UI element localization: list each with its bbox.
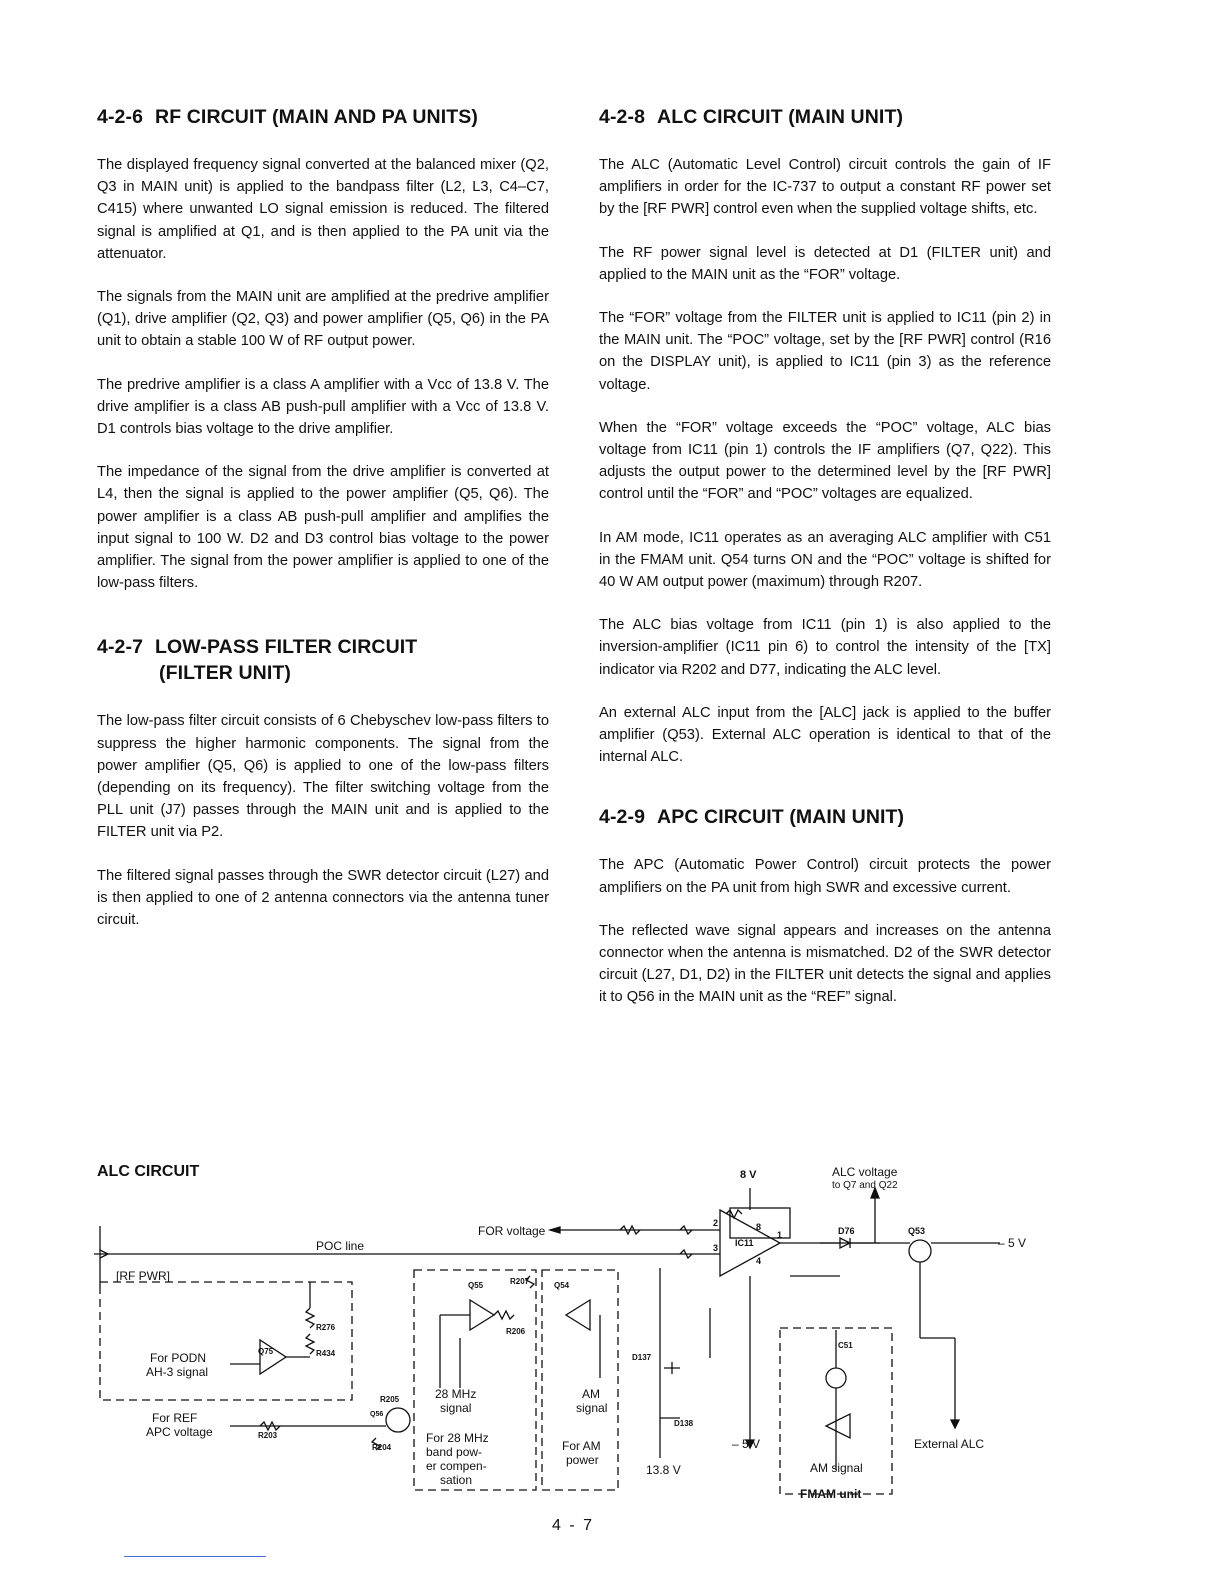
podn-dash-box — [100, 1282, 352, 1400]
label-d138: D138 — [674, 1419, 694, 1428]
label-comp-3: er compen- — [426, 1459, 487, 1473]
label-pin8: 8 — [756, 1222, 762, 1232]
paragraph: The “FOR” voltage from the FILTER unit is applied to IC11 (pin 2) in the MAIN unit. The “POC” voltage, set by the [RF PWR] control (R16 on the DISPLAY unit), is applied to IC11 (pin 3) as the reference voltage. — [599, 310, 1051, 393]
label-am-2: signal — [576, 1401, 608, 1415]
section-heading-4-2-8 — [599, 104, 1051, 130]
page-number: 4 - 7 — [552, 1517, 595, 1534]
q54-symbol — [566, 1300, 590, 1330]
right-column — [599, 104, 1051, 1009]
section-number: 4-2-8 — [599, 106, 646, 128]
label-q54: Q54 — [554, 1281, 570, 1290]
label-8v: 8 V — [740, 1169, 757, 1181]
label-alc-voltage-1: ALC voltage — [832, 1165, 898, 1179]
label-r205: R205 — [380, 1395, 400, 1404]
paragraph: The signals from the MAIN unit are amplified at the predrive amplifier (Q1), drive amplifier (Q2, Q3) and power amplifier (Q5, Q6) in the PA unit to obtain a stable 100 W of RF output power. — [97, 289, 549, 350]
label-pin3: 3 — [713, 1243, 719, 1253]
q55-symbol — [470, 1300, 494, 1330]
label-28mhz-2: signal — [440, 1401, 472, 1415]
paragraph: The filtered signal passes through the SWR detector circuit (L27) and is then applied to one of 2 antenna connectors via the antenna tuner circuit. — [97, 867, 549, 929]
label-comp-4: sation — [440, 1473, 473, 1487]
paragraph: The predrive amplifier is a class A amplifier with a Vcc of 13.8 V. The drive amplifier is a class AB push-pull amplifier with a Vcc of 13.8 V. D1 controls bias voltage to the drive amplifier. — [97, 376, 549, 438]
q53-symbol — [909, 1240, 931, 1262]
section-heading-4-2-7 — [97, 634, 549, 686]
label-r207: R207 — [510, 1277, 530, 1286]
label-ic11: IC11 — [735, 1238, 754, 1248]
section-title: APC CIRCUIT (MAIN UNIT) — [657, 806, 905, 829]
fmam-diode — [826, 1414, 850, 1438]
diagram-title: ALC CIRCUIT — [97, 1163, 200, 1180]
label-for-am-2: power — [566, 1453, 599, 1467]
label-q56: Q56 — [370, 1411, 384, 1418]
label-fmam-unit: FMAM unit — [800, 1487, 862, 1501]
label-for-am-1: For AM — [562, 1439, 601, 1453]
label-d137: D137 — [632, 1353, 652, 1362]
q56-symbol — [386, 1408, 410, 1432]
label-pin1: 1 — [777, 1230, 783, 1240]
r206-resistor — [494, 1311, 514, 1319]
section-title-line1: LOW-PASS FILTER CIRCUIT — [155, 636, 418, 659]
left-column — [97, 104, 549, 931]
label-comp-1: For 28 MHz — [426, 1431, 489, 1445]
section-title: ALC CIRCUIT (MAIN UNIT) — [657, 106, 904, 128]
label-q55: Q55 — [468, 1281, 484, 1290]
label-minus5v-bottom: – 5 V — [732, 1437, 761, 1451]
label-for-podn-1: For PODN — [150, 1351, 207, 1365]
paragraph: An external ALC input from the [ALC] jack is applied to the buffer amplifier (Q53). External ALC operation is identical to that of the internal ALC. — [599, 704, 1051, 766]
section-number: 4-2-6 — [97, 106, 144, 128]
label-am-signal: AM signal — [810, 1461, 863, 1475]
r276-resistor — [306, 1308, 314, 1328]
paragraph: In AM mode, IC11 operates as an averaging ALC amplifier with C51 in the FMAM unit. Q54 turns ON and the “POC” voltage is shifted for 40 W AM output power (maximum) through R207. — [599, 529, 1051, 591]
paragraph: The ALC (Automatic Level Control) circuit controls the gain of IF amplifiers in order for the IC-737 to output a constant RF power set by the [RF PWR] control even when the supplied voltage shifts, etc. — [599, 157, 1051, 218]
label-for-ref-1: For REF — [152, 1411, 198, 1425]
paragraph: When the “FOR” voltage exceeds the “POC” voltage, ALC bias voltage from IC11 (pin 1) controls the IF amplifiers (Q7, Q22). This adjusts the output power to the determined level by the [RF PWR] control until the “FOR” and “POC” voltages are equalized. — [599, 419, 1051, 503]
label-pin4: 4 — [756, 1256, 762, 1266]
label-pin2: 2 — [713, 1218, 719, 1228]
paragraph: The APC (Automatic Power Control) circuit protects the power amplifiers on the PA unit from high SWR and excessive current. — [599, 857, 1051, 896]
section-number: 4-2-7 — [97, 636, 144, 659]
label-q75: Q75 — [258, 1347, 274, 1356]
section-heading-4-2-9 — [599, 804, 1051, 830]
paragraph: The low-pass filter circuit consists of 6 Chebyschev low-pass filters to suppress the higher harmonic components. The signal from the power amplifier (Q5, Q6) is applied to one of the low-pass filters (depending on its frequency). The filter switching voltage from the PLL unit (J7) passes through the MAIN unit and is applied to the FILTER unit via P2. — [97, 713, 549, 841]
label-r276: R276 — [316, 1323, 336, 1332]
label-r204: R204 — [372, 1443, 392, 1452]
label-minus5v-right: – 5 V — [998, 1236, 1027, 1250]
paragraph: The ALC bias voltage from IC11 (pin 1) is also applied to the inversion-amplifier (IC11 pin 6) to control the intensity of the [TX] indicator via R202 and D77, indicating the ALC level. — [599, 617, 1051, 678]
alc-circuit-diagram — [80, 1158, 1040, 1508]
label-for-voltage: FOR voltage — [478, 1224, 546, 1238]
label-q53: Q53 — [908, 1226, 926, 1236]
label-r434: R434 — [316, 1349, 336, 1358]
label-28mhz-1: 28 MHz — [435, 1387, 477, 1401]
fmam-transistor — [826, 1368, 846, 1388]
label-13-8v: 13.8 V — [646, 1463, 681, 1477]
paragraph: The RF power signal level is detected at D1 (FILTER unit) and applied to the MAIN unit as the “FOR” voltage. — [599, 244, 1051, 283]
label-am-1: AM — [582, 1387, 600, 1401]
paragraph: The displayed frequency signal converted at the balanced mixer (Q2, Q3 in MAIN unit) is applied to the bandpass filter (L2, L3, C4–C7, C415) where unwanted LO signal emission is reduced. The filtered signal is amplified at Q1, and is then applied to the PA unit via the attenuator. — [97, 157, 549, 262]
label-for-podn-2: AH-3 signal — [146, 1365, 209, 1379]
paragraph: The reflected wave signal appears and increases on the antenna connector when the antenna is mismatched. D2 of the SWR detector circuit (L27, D1, D2) in the FILTER unit detects the signal and applies it to Q56 in the MAIN unit as the “REF” signal. — [599, 922, 1051, 1006]
label-alc-voltage-2: to Q7 and Q22 — [832, 1180, 898, 1191]
label-poc-line: POC line — [316, 1239, 365, 1253]
section-title: RF CIRCUIT (MAIN AND PA UNITS) — [155, 106, 478, 128]
q75-symbol — [260, 1340, 286, 1374]
paragraph: The impedance of the signal from the drive amplifier is converted at L4, then the signal is applied to the power amplifier (Q5, Q6). The power amplifier is a class AB push-pull amplifier and amplifies the input signal to 100 W. D2 and D3 control bias voltage to the power amplifier. The signal from the power amplifier is applied to one of the low-pass filters. — [97, 464, 549, 592]
label-for-ref-2: APC voltage — [146, 1425, 213, 1439]
label-r206: R206 — [506, 1327, 526, 1336]
r434-resistor — [306, 1334, 314, 1354]
label-rf-pwr: [RF PWR] — [116, 1269, 170, 1283]
label-d76: D76 — [838, 1226, 855, 1236]
d137-diode — [664, 1362, 680, 1374]
label-c51: C51 — [838, 1341, 853, 1350]
label-comp-2: band pow- — [426, 1445, 483, 1459]
section-number: 4-2-9 — [599, 806, 646, 829]
footer-rule — [124, 1556, 266, 1557]
section-heading-4-2-6 — [97, 104, 549, 130]
section-title-line2: (FILTER UNIT) — [159, 662, 291, 685]
label-r203: R203 — [258, 1431, 278, 1440]
label-external-alc: External ALC — [914, 1437, 985, 1451]
